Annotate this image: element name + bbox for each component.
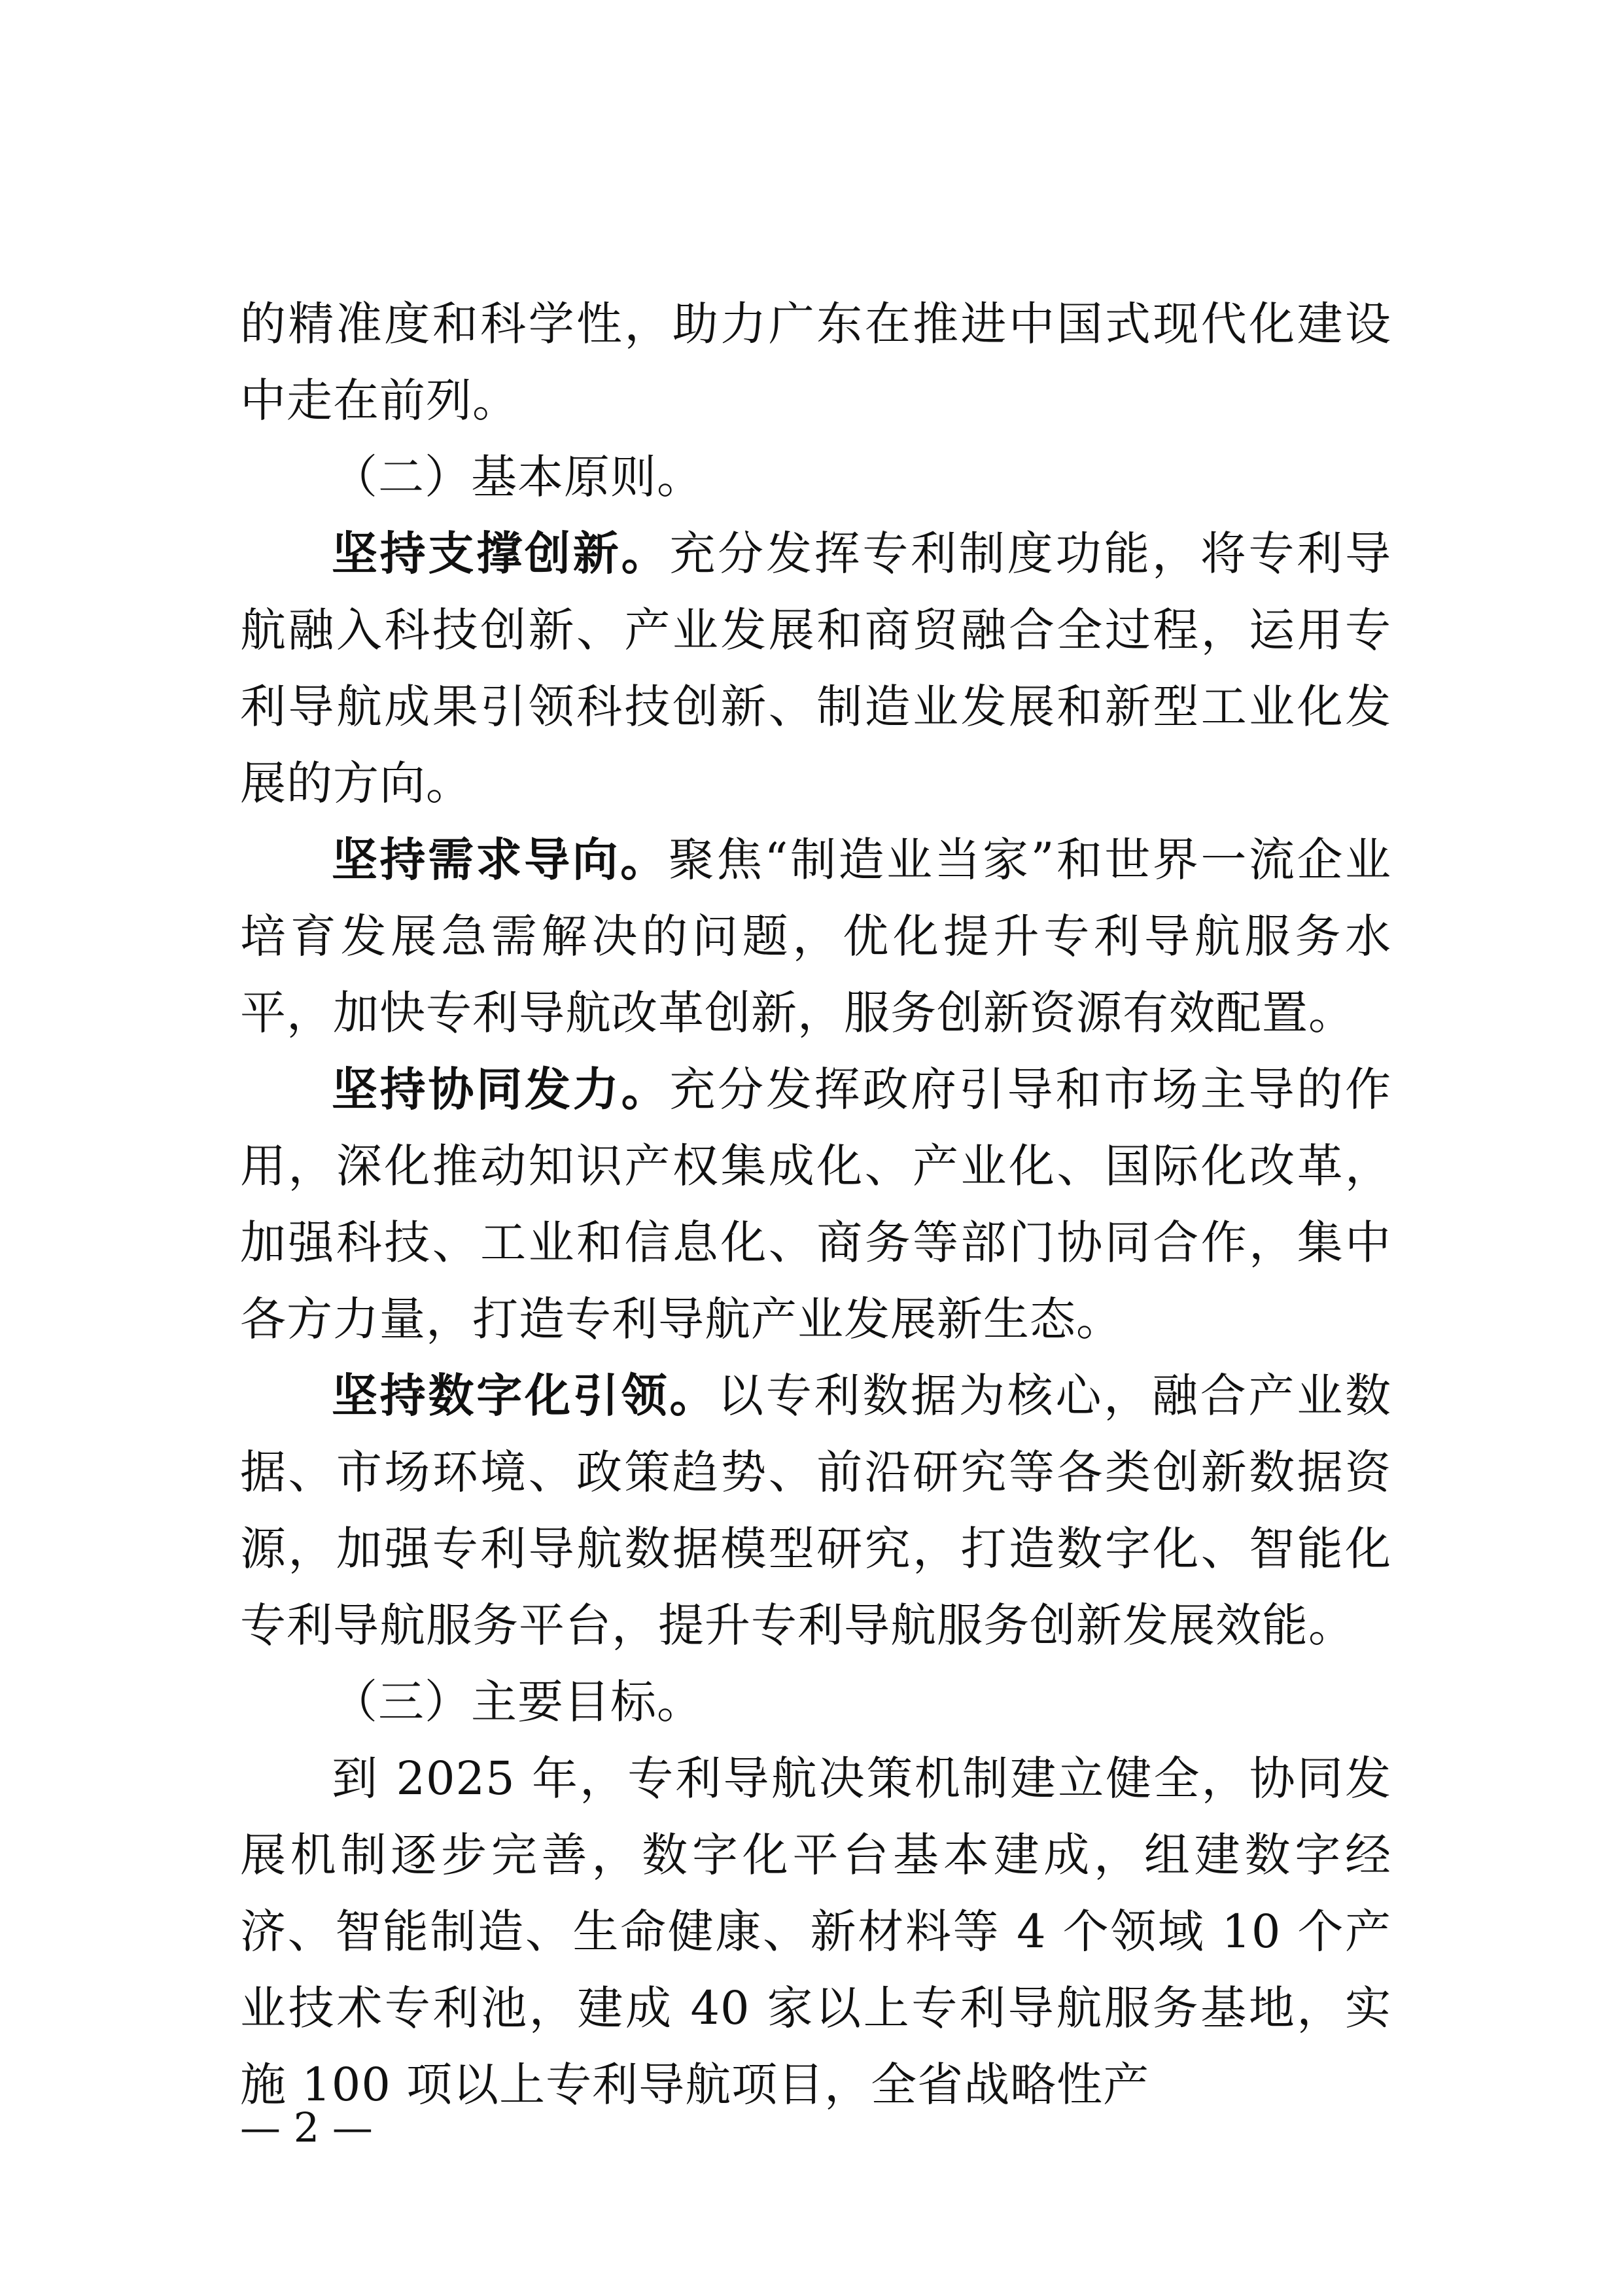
document-body [240, 286, 1391, 2123]
paragraph-text: 聚焦“制造业当家”和世界一流企业培育发展急需解决的问题，优化提升专利导航服务水平，加快专利导航改革创新，服务创新资源有效配置。 [240, 833, 1391, 1040]
paragraph-text: 以专利数据为核心，融合产业数据、市场环境、政策趋势、前沿研究等各类创新数据资源，加强专利导航数据模型研究，打造数字化、智能化专利导航服务平台，提升专利导航服务创新发展效能。 [240, 1369, 1392, 1652]
principle-digitalization [240, 1358, 1391, 1664]
heading-text: （二）基本原则。 [332, 450, 703, 504]
paragraph-text: 充分发挥政府引导和市场主导的作用，深化推动知识产权集成化、产业化、国际化改革，加强科技、工业和信息化、商务等部门协同合作，集中各方力量，打造专利导航产业发展新生态。 [240, 1063, 1392, 1346]
paragraph-text: 到 2025 年，专利导航决策机制建立健全，协同发展机制逐步完善，数字化平台基本建成，组建数字经济、智能制造、生命健康、新材料等 4 个领域 10 个产业技术专利池，建成 40 家以上专利导航服务基地，实施 100 项以上专利导航项目，全省战略性产 [240, 1752, 1391, 2111]
section-heading-basic-principles [240, 439, 1391, 516]
page-number: — 2 — [240, 2104, 373, 2151]
principle-demand-oriented [240, 822, 1391, 1051]
principle-lead: 坚持数字化引领。 [332, 1369, 718, 1422]
paragraph-text: 的精准度和科学性，助力广东在推进中国式现代化建设中走在前列。 [240, 297, 1391, 427]
principle-innovation [240, 516, 1391, 822]
principle-collaboration [240, 1051, 1391, 1358]
section-heading-main-goals [240, 1664, 1391, 1740]
principle-lead: 坚持支撑创新。 [332, 527, 670, 580]
principle-lead: 坚持协同发力。 [332, 1063, 670, 1116]
principle-lead: 坚持需求导向。 [332, 833, 669, 887]
paragraph-text: 充分发挥专利制度功能，将专利导航融入科技创新、产业发展和商贸融合全过程，运用专利导航成果引领科技创新、制造业发展和新型工业化发展的方向。 [240, 527, 1392, 810]
paragraph-continuation [240, 286, 1391, 439]
heading-text: （三）主要目标。 [332, 1675, 703, 1729]
goals-paragraph [240, 1740, 1391, 2123]
